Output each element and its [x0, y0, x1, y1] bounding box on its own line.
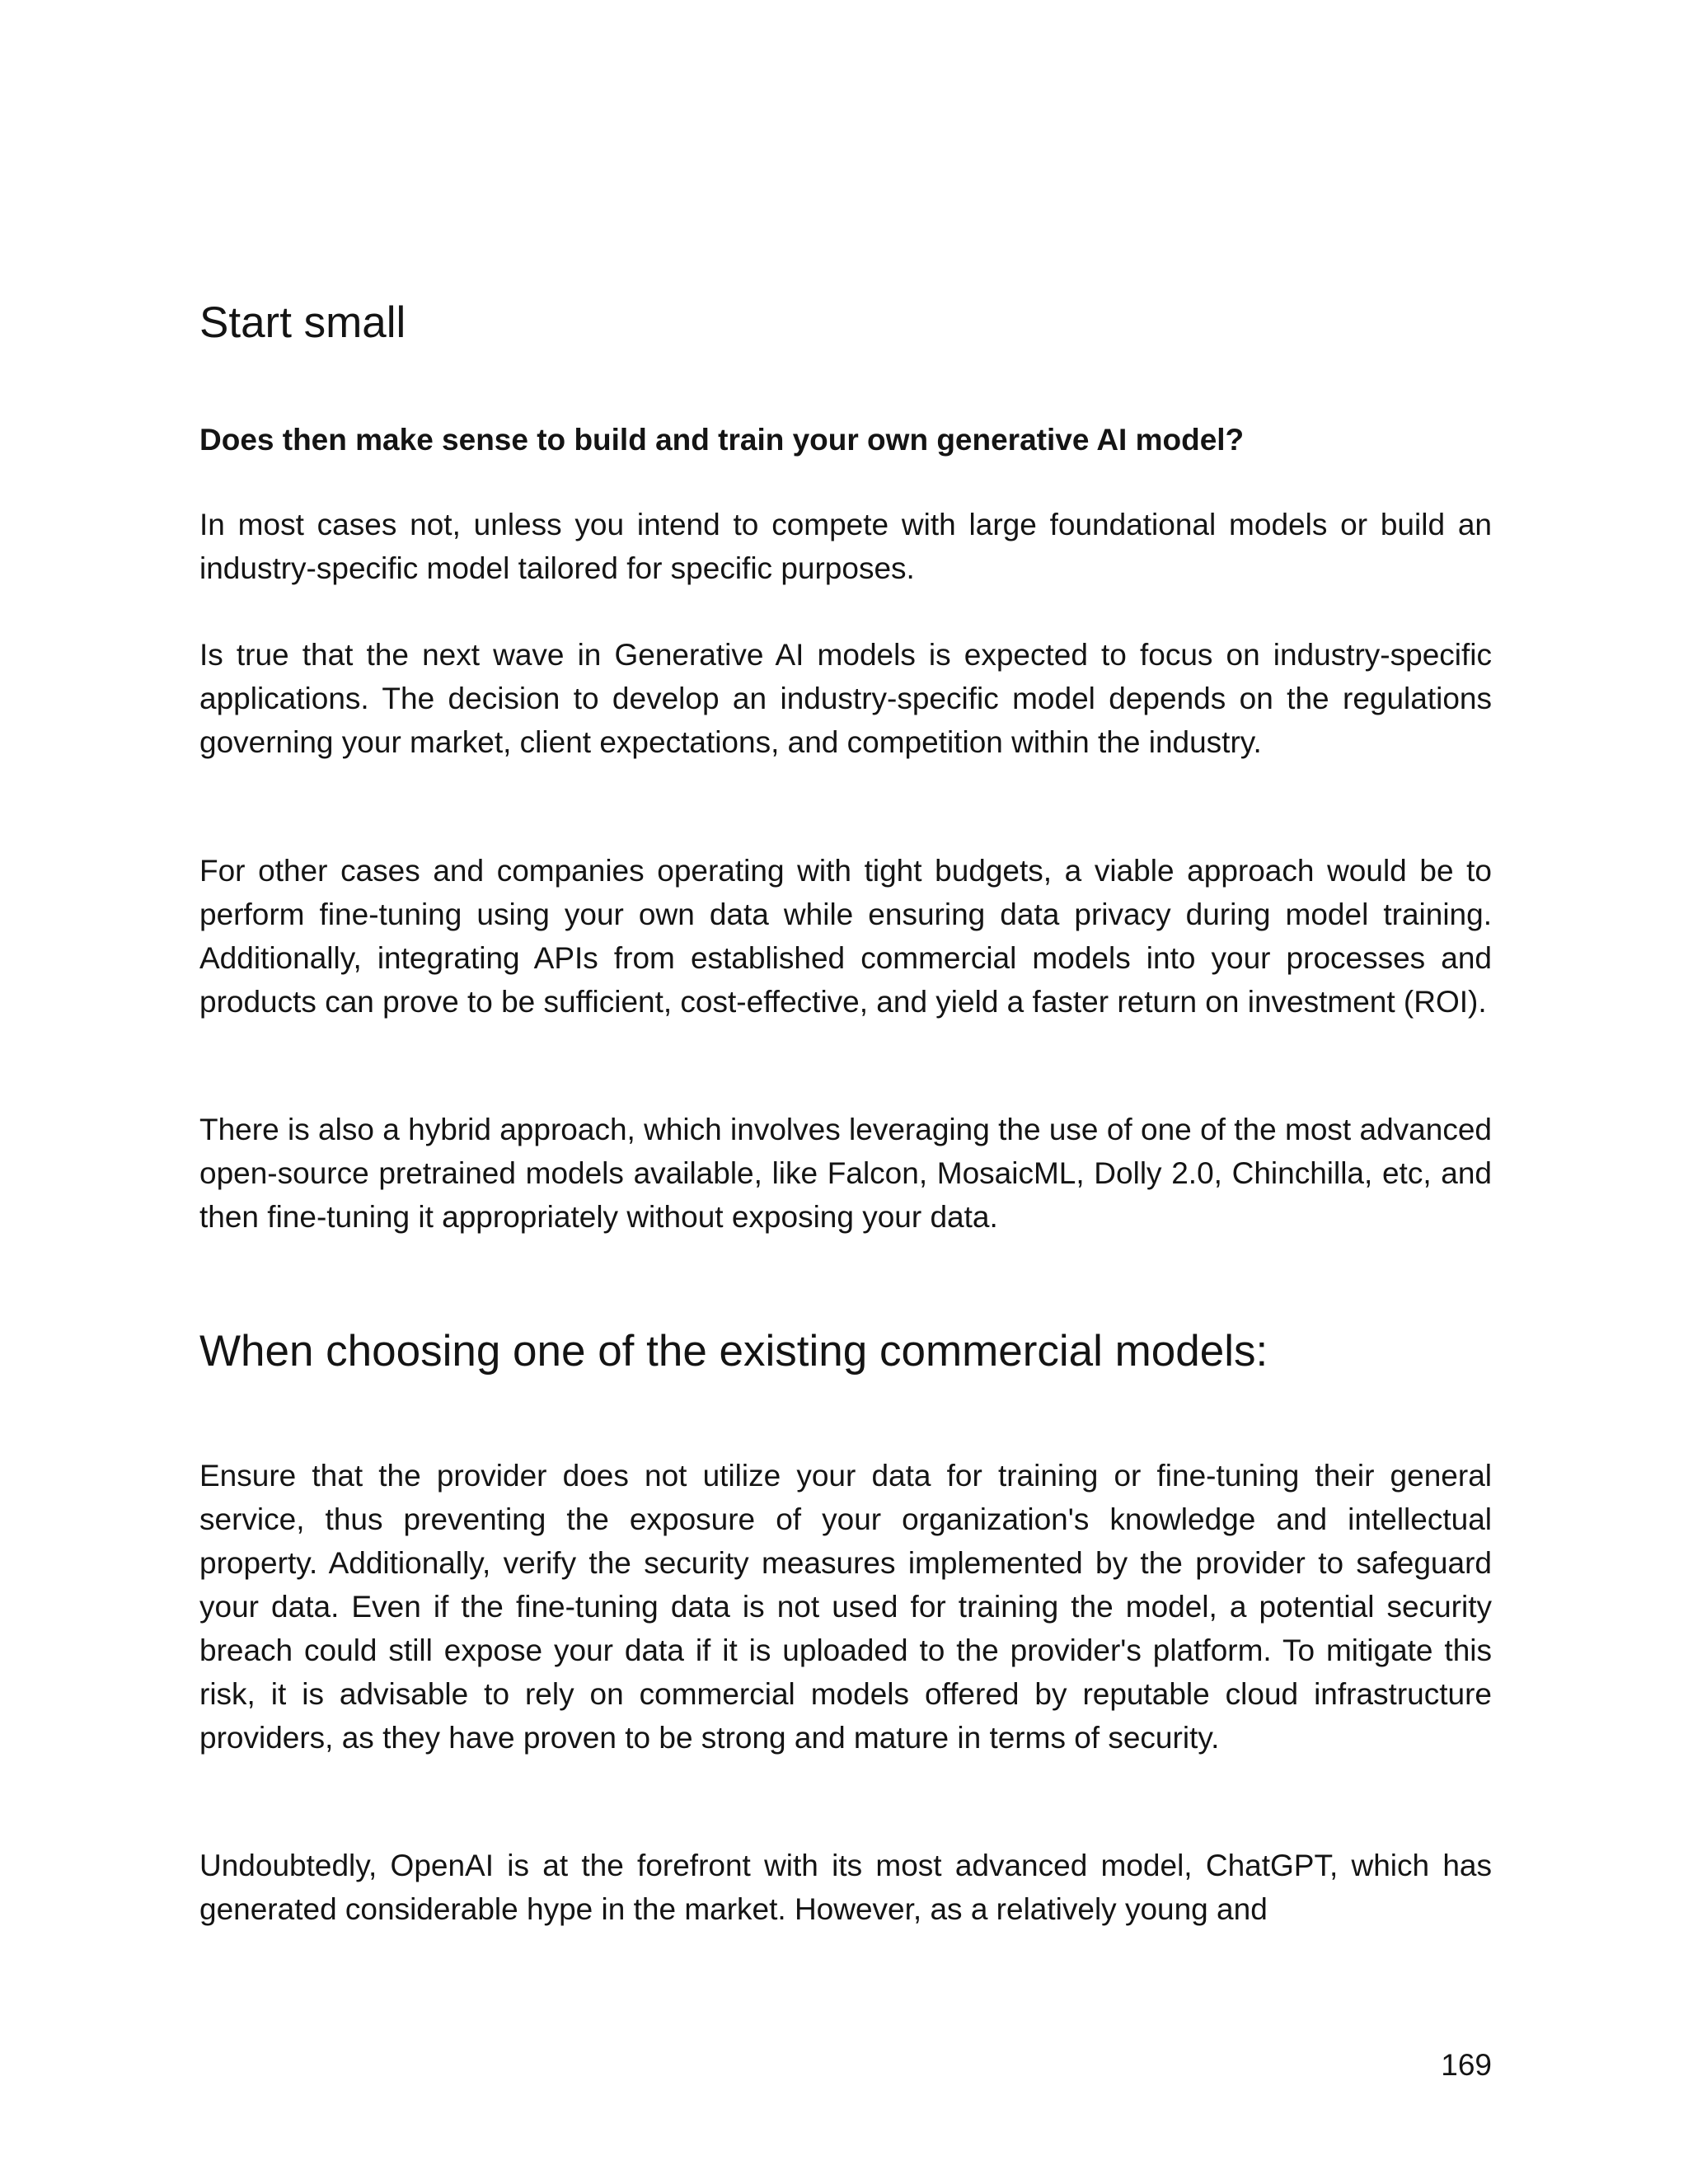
section-heading-commercial-models: When choosing one of the existing commercial models: — [199, 1327, 1268, 1376]
paragraph-openai: Undoubtedly, OpenAI is at the forefront with its most advanced model, ChatGPT, which has generated considerable hype in the market. However, as a relatively young and — [199, 1849, 1492, 1926]
page-number: 169 — [1441, 2048, 1492, 2082]
section-heading-start-small: Start small — [199, 298, 406, 347]
paragraph-next-wave: Is true that the next wave in Generative AI models is expected to focus on industry-specific applications. The decision to develop an industry-specific model depends on the regulations governing your market, client expectations, and competition within the industry. — [199, 638, 1492, 759]
page-content — [199, 297, 1492, 1926]
paragraph-most-cases: In most cases not, unless you intend to compete with large foundational models or build an industry-specific model tailored for specific purposes. — [199, 508, 1492, 585]
paragraph-tight-budgets: For other cases and companies operating with tight budgets, a viable approach would be to perform fine-tuning using your own data while ensuring data privacy during model training. Additionally, integrating APIs from established commercial models into your processes and products can prove to be sufficient, cost-effective, and yield a faster return on investment (ROI). — [199, 854, 1492, 1019]
question-heading: Does then make sense to build and train your own generative AI model? — [199, 423, 1245, 457]
paragraph-hybrid-approach: There is also a hybrid approach, which involves leveraging the use of one of the most advanced open-source pretrained models available, like Falcon, MosaicML, Dolly 2.0, Chinchilla, etc, and then fine-tuning it appropriately without exposing your data. — [199, 1113, 1492, 1234]
paragraph-ensure-provider: Ensure that the provider does not utilize your data for training or fine-tuning their general service, thus preventing the exposure of your organization's knowledge and intellectual property. Additionally, verify the security measures implemented by the provider to safeguard your data. Even if the fine-tuning data is not used for training the model, a potential security breach could still expose your data if it is uploaded to the provider's platform. To mitigate this risk, it is advisable to rely on commercial models offered by reputable cloud infrastructure providers, as they have proven to be strong and mature in terms of security. — [199, 1459, 1492, 1755]
